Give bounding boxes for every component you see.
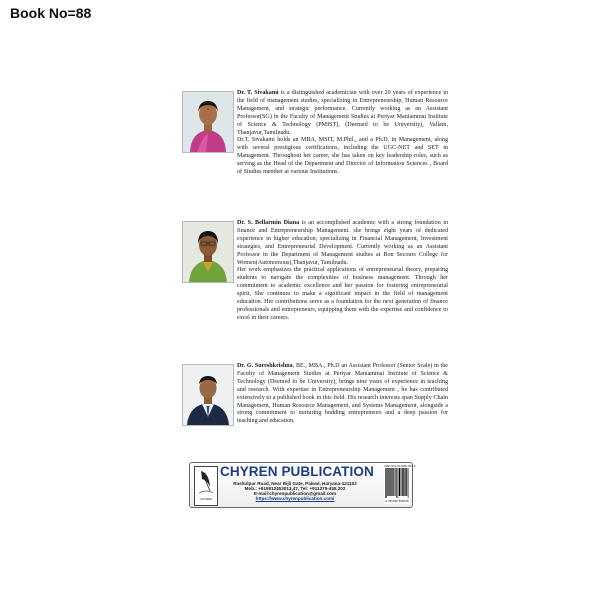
publisher-website-link[interactable]: https://www.chyrenpublication.com/ xyxy=(255,496,335,501)
publisher-phone: Mob.: +919812453013,47, Tel: +911275-455,202 xyxy=(244,486,346,491)
author-bio-diana xyxy=(237,220,448,323)
author-photo-sureshkrishna xyxy=(182,364,234,426)
publisher-logo-icon xyxy=(194,466,218,506)
publisher-box xyxy=(189,462,416,508)
author-name-sivakami: Dr. T. Sivakami xyxy=(237,90,279,96)
publisher-address: Rashulpur Road, Near Bijli Gate, Palwal, Haryana-121102 xyxy=(233,481,357,486)
author-photo-sivakami xyxy=(182,91,234,153)
author-photo-diana xyxy=(182,221,234,283)
book-number-label: Book No=88 xyxy=(10,5,92,21)
isbn-label: ISBN 978-93-6985-893-8 xyxy=(384,464,416,468)
barcode-bars-icon xyxy=(385,468,409,498)
isbn-barcode xyxy=(384,464,416,504)
author-bio-sivakami xyxy=(237,90,448,177)
author-name-diana: Dr. S. Bellarmin Diana xyxy=(237,220,300,226)
publisher-logo-text: CHYREN xyxy=(199,497,213,501)
publisher-email: E-mail:chyrenpublication@gmail.com xyxy=(253,491,337,496)
author-bio-text: is a distinguished academician with over 20 years of experience in the field of management studies, specializing in Entrepreneurship, Human Resource Management, and strategic performance. Currently working as an Assistant Professor(SG) in the Faculty of Management Studies at Periyar Maniammai Institute of Science & Technology (PMIST), (Deemed to be University), Vallam, Thanjavur,Tamilnadu. xyxy=(237,90,448,136)
author-bio-sureshkrishna xyxy=(237,363,448,426)
author-bio-text: Dr.T. Sivakami holds an MBA, MSIT, M.Phil., and a Ph.D. in Management, along with several prestigious certifications, including the UGC-NET and SET in Management. Throughout her career, she has taken on key leadership roles, such as serving as the Head of the Department and Director of Information Sciences , Board of Studies member at various Institutions. xyxy=(237,137,448,176)
author-name-sureshkrishna: Dr. G. Sureshkrishna xyxy=(237,363,293,369)
author-bio-text: Her work emphasizes the practical applications of entrepreneurial theory, preparing students to navigate the complexities of business management. Through her commitment to academic excellence and her passion for fostering entrepreneurial spirit, She continues to make a significant impact in the field of management education. Her contributions serve as a foundation for the next generation of finance professionals and entrepreneurs, equipping them with the expertise and confidence to excel in their careers. xyxy=(237,267,448,321)
publisher-name: CHYREN PUBLICATION xyxy=(220,464,374,479)
author-bio-text: , BE., MBA., Ph.D an Assistant Professor (Senior Scale) in the Faculty of Management Studies at Periyar Maniammai Institute of Science & Technology (Deemed to be University), brings nine years of experience in teaching and research. With expertise in Entrepreneurship Management , he has contributed extensively to a published book in this field. His research interests span Supply Chain Management, Human Resource Management, and Systems Management, alongside a strong commitment to nurturing budding entrepreneurs and a deep passion for teaching and education. xyxy=(237,363,448,425)
isbn-number: 9 789369 858138 xyxy=(385,499,409,503)
author-bio-text: is an accomplished academic with a strong foundation in finance and Entrepreneurship Management. she brings eight years of dedicated experience in higher education, specializing in Financial Management, Investment strategies, and Entrepreneurial Development. Currently working as an Assistant Professor in the Department of Management studies at Bon Secours College for Women(Autonomous),Thanjavur, Tamilnadu. xyxy=(237,220,448,266)
